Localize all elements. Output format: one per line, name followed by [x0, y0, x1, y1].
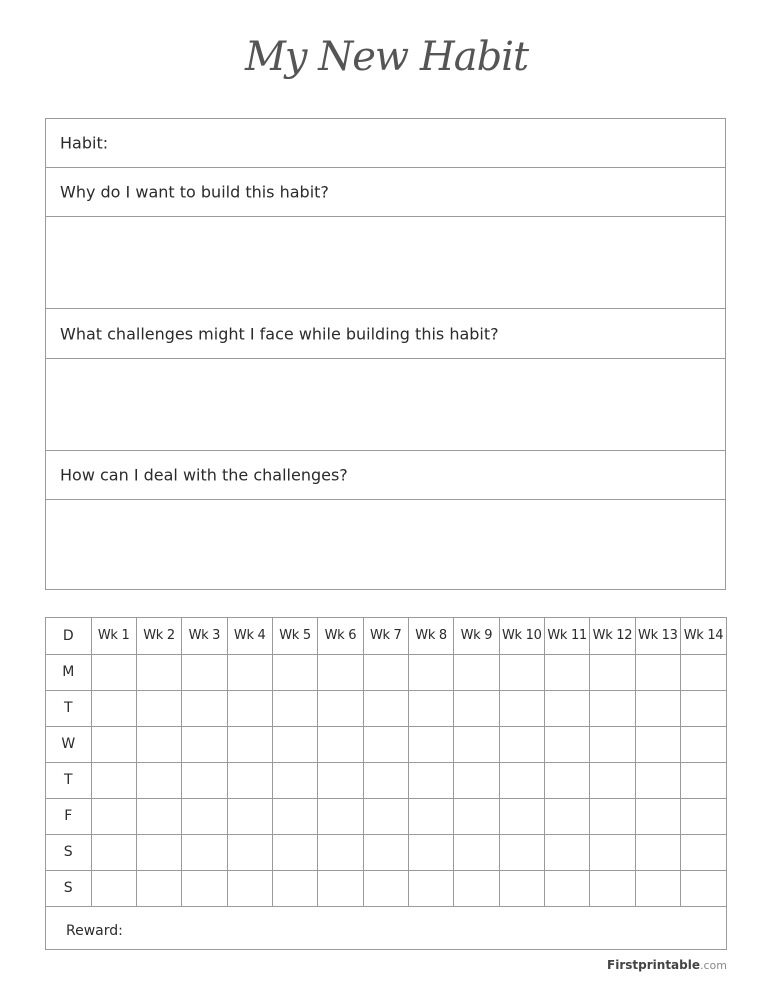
- week-header: Wk 3: [182, 618, 227, 654]
- deal-question-label: How can I deal with the challenges?: [60, 465, 348, 485]
- tracker-checkbox-cell[interactable]: [363, 834, 408, 870]
- tracker-checkbox-cell[interactable]: [136, 834, 181, 870]
- tracker-checkbox-cell[interactable]: [91, 726, 136, 762]
- tracker-checkbox-cell[interactable]: [454, 690, 499, 726]
- tracker-checkbox-cell[interactable]: [91, 762, 136, 798]
- footer-branding: [607, 958, 727, 972]
- tracker-checkbox-cell[interactable]: [499, 726, 544, 762]
- tracker-grid: [46, 618, 726, 907]
- tracker-checkbox-cell[interactable]: [318, 798, 363, 834]
- tracker-checkbox-cell[interactable]: [91, 798, 136, 834]
- tracker-checkbox-cell[interactable]: [590, 870, 635, 906]
- challenges-question-row: [46, 309, 725, 359]
- tracker-checkbox-cell[interactable]: [272, 726, 317, 762]
- tracker-checkbox-cell[interactable]: [635, 834, 680, 870]
- tracker-checkbox-cell[interactable]: [363, 762, 408, 798]
- tracker-checkbox-cell[interactable]: [182, 762, 227, 798]
- tracker-checkbox-cell[interactable]: [227, 654, 272, 690]
- habit-tracker: [45, 617, 727, 950]
- tracker-checkbox-cell[interactable]: [544, 798, 589, 834]
- day-label: M: [46, 654, 91, 690]
- tracker-checkbox-cell[interactable]: [454, 834, 499, 870]
- tracker-checkbox-cell[interactable]: [91, 654, 136, 690]
- week-header: Wk 7: [363, 618, 408, 654]
- tracker-checkbox-cell[interactable]: [680, 798, 726, 834]
- tracker-checkbox-cell[interactable]: [227, 762, 272, 798]
- tracker-checkbox-cell[interactable]: [590, 726, 635, 762]
- tracker-checkbox-cell[interactable]: [544, 690, 589, 726]
- tracker-checkbox-cell[interactable]: [182, 870, 227, 906]
- tracker-checkbox-cell[interactable]: [182, 798, 227, 834]
- tracker-checkbox-cell[interactable]: [408, 798, 453, 834]
- day-row: [46, 690, 726, 726]
- day-label: S: [46, 834, 91, 870]
- tracker-checkbox-cell[interactable]: [635, 654, 680, 690]
- tracker-checkbox-cell[interactable]: [318, 762, 363, 798]
- tracker-checkbox-cell[interactable]: [227, 798, 272, 834]
- habit-form: [45, 118, 726, 590]
- tracker-checkbox-cell[interactable]: [318, 834, 363, 870]
- tracker-checkbox-cell[interactable]: [544, 762, 589, 798]
- tracker-checkbox-cell[interactable]: [680, 762, 726, 798]
- why-question-row: [46, 168, 725, 217]
- tracker-checkbox-cell[interactable]: [318, 870, 363, 906]
- tracker-checkbox-cell[interactable]: [635, 690, 680, 726]
- tracker-checkbox-cell[interactable]: [136, 690, 181, 726]
- week-header: Wk 14: [680, 618, 726, 654]
- tracker-checkbox-cell[interactable]: [590, 654, 635, 690]
- day-row: [46, 762, 726, 798]
- tracker-checkbox-cell[interactable]: [544, 870, 589, 906]
- tracker-checkbox-cell[interactable]: [454, 870, 499, 906]
- tracker-checkbox-cell[interactable]: [318, 654, 363, 690]
- week-header: Wk 6: [318, 618, 363, 654]
- day-row: [46, 798, 726, 834]
- reward-label: Reward:: [66, 922, 123, 939]
- tracker-checkbox-cell[interactable]: [363, 870, 408, 906]
- tracker-checkbox-cell[interactable]: [635, 870, 680, 906]
- tracker-checkbox-cell[interactable]: [318, 690, 363, 726]
- tracker-checkbox-cell[interactable]: [454, 762, 499, 798]
- tracker-checkbox-cell[interactable]: [408, 726, 453, 762]
- day-row: [46, 726, 726, 762]
- why-answer-area[interactable]: [46, 217, 725, 309]
- tracker-checkbox-cell[interactable]: [272, 762, 317, 798]
- tracker-checkbox-cell[interactable]: [272, 654, 317, 690]
- tracker-checkbox-cell[interactable]: [136, 798, 181, 834]
- tracker-checkbox-cell[interactable]: [363, 654, 408, 690]
- tracker-checkbox-cell[interactable]: [680, 654, 726, 690]
- deal-answer-area[interactable]: [46, 500, 725, 590]
- tracker-checkbox-cell[interactable]: [272, 798, 317, 834]
- tracker-header-row: [46, 618, 726, 654]
- tracker-checkbox-cell[interactable]: [182, 834, 227, 870]
- week-header: Wk 2: [136, 618, 181, 654]
- day-label: F: [46, 798, 91, 834]
- tracker-checkbox-cell[interactable]: [544, 726, 589, 762]
- day-label: T: [46, 690, 91, 726]
- page-title: My New Habit: [244, 34, 529, 80]
- tracker-checkbox-cell[interactable]: [363, 690, 408, 726]
- day-row: [46, 654, 726, 690]
- day-row: [46, 870, 726, 906]
- reward-row[interactable]: [46, 912, 726, 949]
- day-row: [46, 834, 726, 870]
- day-label: S: [46, 870, 91, 906]
- week-header: Wk 8: [408, 618, 453, 654]
- tracker-checkbox-cell[interactable]: [227, 834, 272, 870]
- week-header: Wk 11: [544, 618, 589, 654]
- week-header: Wk 10: [499, 618, 544, 654]
- tracker-checkbox-cell[interactable]: [635, 798, 680, 834]
- tracker-checkbox-cell[interactable]: [272, 690, 317, 726]
- tracker-checkbox-cell[interactable]: [635, 726, 680, 762]
- tracker-checkbox-cell[interactable]: [182, 654, 227, 690]
- tracker-checkbox-cell[interactable]: [499, 654, 544, 690]
- tracker-checkbox-cell[interactable]: [408, 870, 453, 906]
- tracker-checkbox-cell[interactable]: [590, 762, 635, 798]
- tracker-checkbox-cell[interactable]: [680, 834, 726, 870]
- tracker-checkbox-cell[interactable]: [363, 798, 408, 834]
- week-header: Wk 12: [590, 618, 635, 654]
- week-header: Wk 4: [227, 618, 272, 654]
- deal-question-row: [46, 451, 725, 500]
- brand-tld: .com: [700, 959, 727, 972]
- challenges-question-label: What challenges might I face while building this habit?: [60, 324, 499, 343]
- tracker-checkbox-cell[interactable]: [454, 726, 499, 762]
- tracker-checkbox-cell[interactable]: [499, 798, 544, 834]
- tracker-checkbox-cell[interactable]: [499, 834, 544, 870]
- tracker-checkbox-cell[interactable]: [499, 690, 544, 726]
- tracker-checkbox-cell[interactable]: [499, 870, 544, 906]
- week-header: Wk 1: [91, 618, 136, 654]
- tracker-checkbox-cell[interactable]: [544, 654, 589, 690]
- habit-label: Habit:: [60, 133, 109, 153]
- day-label: W: [46, 726, 91, 762]
- tracker-checkbox-cell[interactable]: [408, 834, 453, 870]
- brand-name: Firstprintable: [607, 958, 700, 972]
- challenges-answer-area[interactable]: [46, 359, 725, 451]
- tracker-checkbox-cell[interactable]: [136, 726, 181, 762]
- tracker-checkbox-cell[interactable]: [136, 870, 181, 906]
- tracker-checkbox-cell[interactable]: [544, 834, 589, 870]
- day-column-header: D: [46, 618, 91, 654]
- tracker-checkbox-cell[interactable]: [91, 834, 136, 870]
- tracker-checkbox-cell[interactable]: [635, 762, 680, 798]
- day-label: T: [46, 762, 91, 798]
- week-header: Wk 13: [635, 618, 680, 654]
- tracker-checkbox-cell[interactable]: [454, 654, 499, 690]
- tracker-checkbox-cell[interactable]: [272, 870, 317, 906]
- tracker-checkbox-cell[interactable]: [590, 798, 635, 834]
- tracker-checkbox-cell[interactable]: [590, 690, 635, 726]
- tracker-checkbox-cell[interactable]: [182, 726, 227, 762]
- tracker-checkbox-cell[interactable]: [227, 870, 272, 906]
- tracker-checkbox-cell[interactable]: [272, 834, 317, 870]
- tracker-checkbox-cell[interactable]: [136, 654, 181, 690]
- tracker-checkbox-cell[interactable]: [454, 798, 499, 834]
- habit-row[interactable]: [46, 119, 725, 168]
- tracker-checkbox-cell[interactable]: [363, 726, 408, 762]
- tracker-checkbox-cell[interactable]: [91, 870, 136, 906]
- tracker-checkbox-cell[interactable]: [182, 690, 227, 726]
- why-question-label: Why do I want to build this habit?: [60, 182, 329, 202]
- tracker-checkbox-cell[interactable]: [91, 690, 136, 726]
- tracker-checkbox-cell[interactable]: [227, 690, 272, 726]
- tracker-checkbox-cell[interactable]: [499, 762, 544, 798]
- tracker-checkbox-cell[interactable]: [136, 762, 181, 798]
- tracker-checkbox-cell[interactable]: [408, 654, 453, 690]
- tracker-checkbox-cell[interactable]: [590, 834, 635, 870]
- week-header: Wk 9: [454, 618, 499, 654]
- week-header: Wk 5: [272, 618, 317, 654]
- tracker-checkbox-cell[interactable]: [408, 762, 453, 798]
- tracker-checkbox-cell[interactable]: [680, 870, 726, 906]
- tracker-checkbox-cell[interactable]: [408, 690, 453, 726]
- tracker-checkbox-cell[interactable]: [318, 726, 363, 762]
- tracker-checkbox-cell[interactable]: [227, 726, 272, 762]
- tracker-checkbox-cell[interactable]: [680, 726, 726, 762]
- tracker-checkbox-cell[interactable]: [680, 690, 726, 726]
